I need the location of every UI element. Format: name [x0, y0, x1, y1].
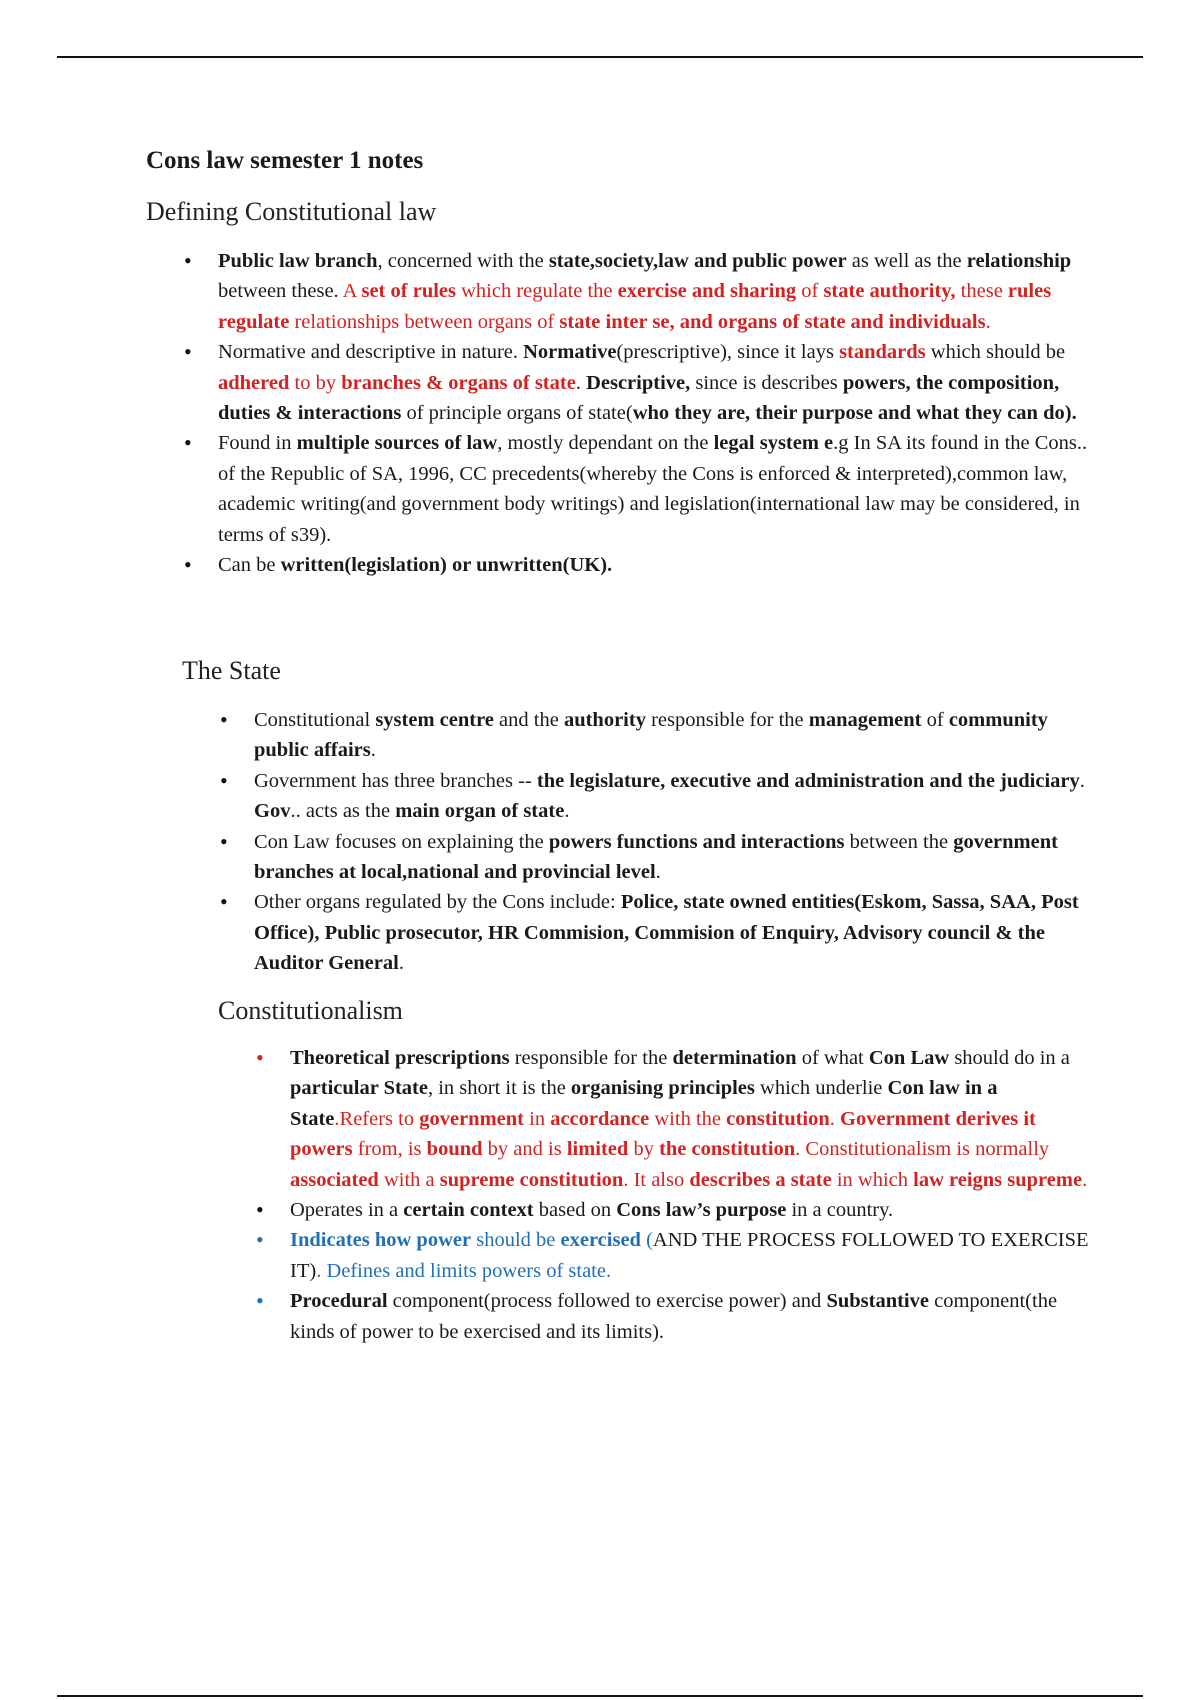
list-item — [184, 428, 1088, 550]
text-segment: constitution — [726, 1107, 830, 1130]
text-segment: branches & organs of state — [341, 371, 576, 394]
bullet-icon: • — [220, 828, 228, 854]
text-segment: . — [1082, 1168, 1088, 1191]
text-segment: relationship — [966, 250, 1072, 272]
text-segment: Found in — [218, 432, 297, 455]
text-segment: .. acts as the — [290, 800, 396, 823]
text-segment: supreme constitution — [439, 1168, 624, 1191]
text-segment: between these. — [218, 280, 343, 303]
list-item — [184, 246, 1088, 337]
text-segment: should be — [471, 1229, 561, 1252]
section-list-state — [220, 705, 1088, 979]
bullet-icon: • — [220, 767, 228, 793]
list-item — [220, 766, 1088, 827]
text-segment: .Refers to — [334, 1107, 420, 1130]
text-segment: ( — [640, 1229, 653, 1252]
list-item — [256, 1286, 1090, 1347]
text-segment: AND THE PROCESS FOLLOWED TO EXERCISE IT) — [290, 1229, 1089, 1282]
text-segment: A — [342, 280, 362, 303]
text-segment: Con law in a State — [290, 1077, 998, 1130]
text-segment: in which — [831, 1168, 914, 1191]
text-segment: associated — [290, 1168, 379, 1191]
text-segment: since is describes — [690, 371, 843, 394]
text-segment: Public law branch — [218, 250, 378, 272]
section-list-defining — [184, 246, 1088, 580]
section-list-constitutionalism — [256, 1043, 1090, 1347]
text-segment: which regulate the — [456, 280, 618, 303]
list-item — [220, 827, 1088, 888]
text-segment: , in short it is the — [427, 1077, 571, 1100]
text-segment: Other organs regulated by the Cons include: — [254, 891, 621, 914]
text-segment: particular State — [290, 1077, 428, 1100]
text-segment: of — [921, 709, 949, 731]
text-segment: from, is — [352, 1138, 427, 1161]
text-segment: adhered — [218, 371, 290, 394]
text-segment: organising principles — [570, 1077, 755, 1100]
bullet-icon: • — [220, 707, 228, 732]
text-segment: Normative — [523, 341, 617, 364]
text-segment: responsible for the — [509, 1047, 673, 1069]
text-segment: certain context — [403, 1199, 534, 1222]
text-segment: by — [628, 1138, 660, 1161]
bullet-icon: • — [256, 1045, 264, 1070]
text-segment: Indicates how power — [290, 1229, 472, 1252]
list-item — [256, 1043, 1090, 1195]
text-segment: Procedural — [290, 1290, 388, 1313]
text-segment: Operates in a — [290, 1199, 404, 1222]
footer-rule — [57, 1695, 1143, 1697]
bullet-icon: • — [184, 552, 192, 578]
text-segment: . — [829, 1107, 841, 1130]
text-segment: . — [985, 310, 991, 333]
text-segment: Normative and descriptive in nature. — [218, 341, 524, 364]
text-segment: should do in a — [949, 1047, 1070, 1069]
text-segment: Substantive — [826, 1290, 929, 1313]
bullet-icon: • — [256, 1227, 264, 1253]
list-item — [220, 705, 1088, 766]
text-segment: who they are, their purpose and what they can do). — [632, 402, 1077, 425]
text-segment: Police, state owned entities(Eskom, Sassa, SAA, Post Office), Public prosecutor, HR Commision, Commision of Enquiry, Advisory council & the Auditor General — [254, 891, 1079, 975]
text-segment: and organs of state and individuals — [679, 310, 986, 333]
text-segment: determination — [672, 1047, 797, 1069]
text-segment: (prescriptive), since it lays — [616, 341, 840, 364]
text-segment: legal system e — [713, 432, 834, 455]
text-segment: . — [370, 739, 376, 762]
text-segment: state. — [568, 1259, 612, 1282]
text-segment: state inter se, — [559, 310, 675, 333]
list-item — [256, 1195, 1090, 1225]
text-segment: with a — [378, 1168, 440, 1191]
text-segment: powers functions and interactions — [548, 830, 845, 853]
text-segment: which underlie — [754, 1077, 888, 1100]
list-item — [184, 337, 1088, 428]
text-segment: . — [1079, 769, 1085, 792]
text-segment: government — [419, 1107, 524, 1130]
text-segment: Gov — [254, 800, 291, 823]
text-segment: describes a state — [689, 1168, 832, 1191]
text-segment: exercised — [560, 1229, 641, 1252]
text-segment: by and is — [482, 1138, 567, 1161]
text-segment: , mostly dependant on the — [497, 432, 714, 455]
text-segment: . — [398, 952, 404, 975]
text-segment: Government has three branches -- — [254, 769, 537, 792]
text-segment: multiple sources of law — [296, 432, 498, 455]
text-segment: law reigns supreme — [913, 1168, 1083, 1191]
text-segment: relationships between organs of — [289, 310, 560, 333]
text-segment: set of rules — [361, 280, 456, 303]
text-segment: Cons law’s purpose — [616, 1199, 787, 1222]
text-segment: based on — [533, 1199, 617, 1222]
text-segment: written(legislation) or unwritten(UK). — [280, 554, 613, 577]
header-rule — [57, 56, 1143, 58]
text-segment: authority — [563, 709, 646, 731]
text-segment: Can be — [218, 554, 281, 577]
text-segment: the constitution — [659, 1138, 796, 1161]
bullet-icon: • — [256, 1197, 264, 1223]
text-segment: accordance — [550, 1107, 650, 1130]
text-segment: and the — [493, 709, 564, 731]
document-title: Cons law semester 1 notes — [146, 147, 424, 174]
section-heading-constitutionalism: Constitutionalism — [218, 996, 403, 1025]
text-segment: rules regulate — [218, 280, 1052, 333]
text-segment: Descriptive, — [586, 371, 691, 394]
text-segment: to by — [289, 371, 342, 394]
text-segment: Con Law — [868, 1047, 950, 1069]
text-segment: management — [808, 709, 922, 731]
bullet-icon: • — [184, 339, 192, 365]
text-segment: .g In SA its found in the Cons.. of the Republic of SA, 1996, CC precedents(whereby the Cons is enforced & interpreted),common law, academic writing(and government body writings) and legislation(international law may be considered, in terms of s39). — [218, 432, 1088, 546]
bullet-icon: • — [256, 1288, 264, 1314]
text-segment: in — [524, 1107, 551, 1130]
text-segment: in a country. — [786, 1199, 894, 1222]
text-segment: . — [655, 861, 661, 884]
text-segment: . Defines and limits powers of — [316, 1259, 569, 1282]
text-segment: government branches at local,national and provincial level — [254, 830, 1058, 884]
text-segment: as well as the — [846, 250, 967, 272]
text-segment: . — [564, 800, 570, 823]
text-segment: . — [575, 371, 587, 394]
text-segment: responsible for the — [645, 709, 809, 731]
text-segment: main organ of state — [395, 800, 565, 823]
section-heading-state: The State — [182, 656, 281, 685]
text-segment: Con Law focuses on explaining the — [254, 830, 549, 853]
text-segment: component(the kinds of power to be exercised and its limits). — [290, 1290, 1058, 1343]
text-segment: exercise and sharing — [617, 280, 797, 303]
text-segment: with the — [649, 1107, 727, 1130]
text-segment: of what — [796, 1047, 869, 1069]
bullet-icon: • — [220, 889, 228, 915]
text-segment: of — [796, 280, 824, 303]
text-segment: bound — [426, 1138, 483, 1161]
text-segment: these — [955, 280, 1008, 303]
bullet-icon: • — [184, 430, 192, 456]
text-segment: . It also — [623, 1168, 690, 1191]
text-segment: system centre — [375, 709, 494, 731]
list-item — [256, 1225, 1090, 1286]
text-segment: of principle organs of state( — [401, 402, 633, 425]
text-segment: , concerned with the — [377, 250, 549, 272]
text-segment: Theoretical prescriptions — [290, 1047, 510, 1069]
section-heading-defining: Defining Constitutional law — [146, 197, 437, 226]
text-segment: state authority, — [823, 280, 956, 303]
text-segment: state,society,law and public power — [548, 250, 847, 272]
bullet-icon: • — [184, 248, 192, 273]
text-segment: community public affairs — [254, 709, 1048, 762]
text-segment: standards — [839, 341, 926, 364]
list-item — [184, 550, 1088, 580]
text-segment: Government derives it powers — [290, 1107, 1036, 1161]
text-segment: limited — [566, 1138, 629, 1161]
text-segment: between the — [844, 830, 954, 853]
text-segment: component(process followed to exercise power) and — [387, 1290, 827, 1313]
text-segment: which should be — [925, 341, 1066, 364]
list-item — [220, 887, 1088, 978]
text-segment: . Constitutionalism is normally — [795, 1138, 1050, 1161]
text-segment: powers, the composition, duties & interactions — [218, 371, 1060, 425]
text-segment: the legislature, executive and administration and the judiciary — [536, 769, 1080, 792]
text-segment: Constitutional — [254, 709, 376, 731]
